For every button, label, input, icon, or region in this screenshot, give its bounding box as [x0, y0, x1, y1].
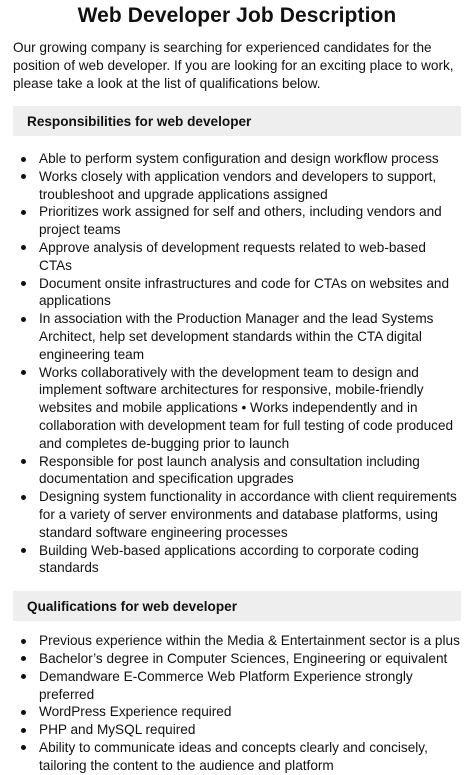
list-item: Demandware E-Commerce Web Platform Experience strongly preferred: [13, 668, 461, 704]
list-item: Building Web-based applications according to corporate coding standards: [13, 542, 461, 578]
qualifications-heading: Qualifications for web developer: [27, 598, 237, 614]
intro-paragraph: Our growing company is searching for experienced candidates for the position of web developer. If you are looking for an exciting place to work, please take a look at the list of qualifications below.: [13, 40, 454, 91]
list-item: WordPress Experience required: [13, 703, 461, 721]
responsibilities-heading: Responsibilities for web developer: [27, 113, 252, 129]
list-item: Works collaboratively with the development team to design and implement software architectures for responsive, mobile-friendly websites and mobile applications • Works independently and in collaboration with development team for full testing of code produced and completes de-bugging prior to launch: [13, 364, 461, 453]
list-item: Designing system functionality in accordance with client requirements for a variety of server environments and database platforms, using standard software engineering processes: [13, 488, 461, 541]
list-item: Previous experience within the Media & Entertainment sector is a plus: [13, 632, 461, 650]
list-item: Able to perform system configuration and design workflow process: [13, 150, 461, 168]
list-item: Bachelor’s degree in Computer Sciences, Engineering or equivalent: [13, 650, 461, 668]
list-item: PHP and MySQL required: [13, 721, 461, 739]
list-item: Responsible for post launch analysis and consultation including documentation and specification upgrades: [13, 453, 461, 489]
page-title: Web Developer Job Description: [77, 4, 397, 27]
list-item: Prioritizes work assigned for self and others, including vendors and project teams: [13, 203, 461, 239]
list-item: In association with the Production Manager and the lead Systems Architect, help set development standards within the CTA digital engineering team: [13, 310, 461, 363]
list-item: Document onsite infrastructures and code for CTAs on websites and applications: [13, 275, 461, 311]
responsibilities-header: [13, 106, 461, 136]
qualifications-list: [13, 632, 461, 774]
qualifications-header: [13, 591, 461, 621]
list-item: Ability to communicate ideas and concepts clearly and concisely, tailoring the content to the audience and platform: [13, 739, 461, 775]
list-item: Approve analysis of development requests related to web-based CTAs: [13, 239, 461, 275]
list-item: Works closely with application vendors and developers to support, troubleshoot and upgrade applications assigned: [13, 168, 461, 204]
responsibilities-list: [13, 150, 461, 577]
